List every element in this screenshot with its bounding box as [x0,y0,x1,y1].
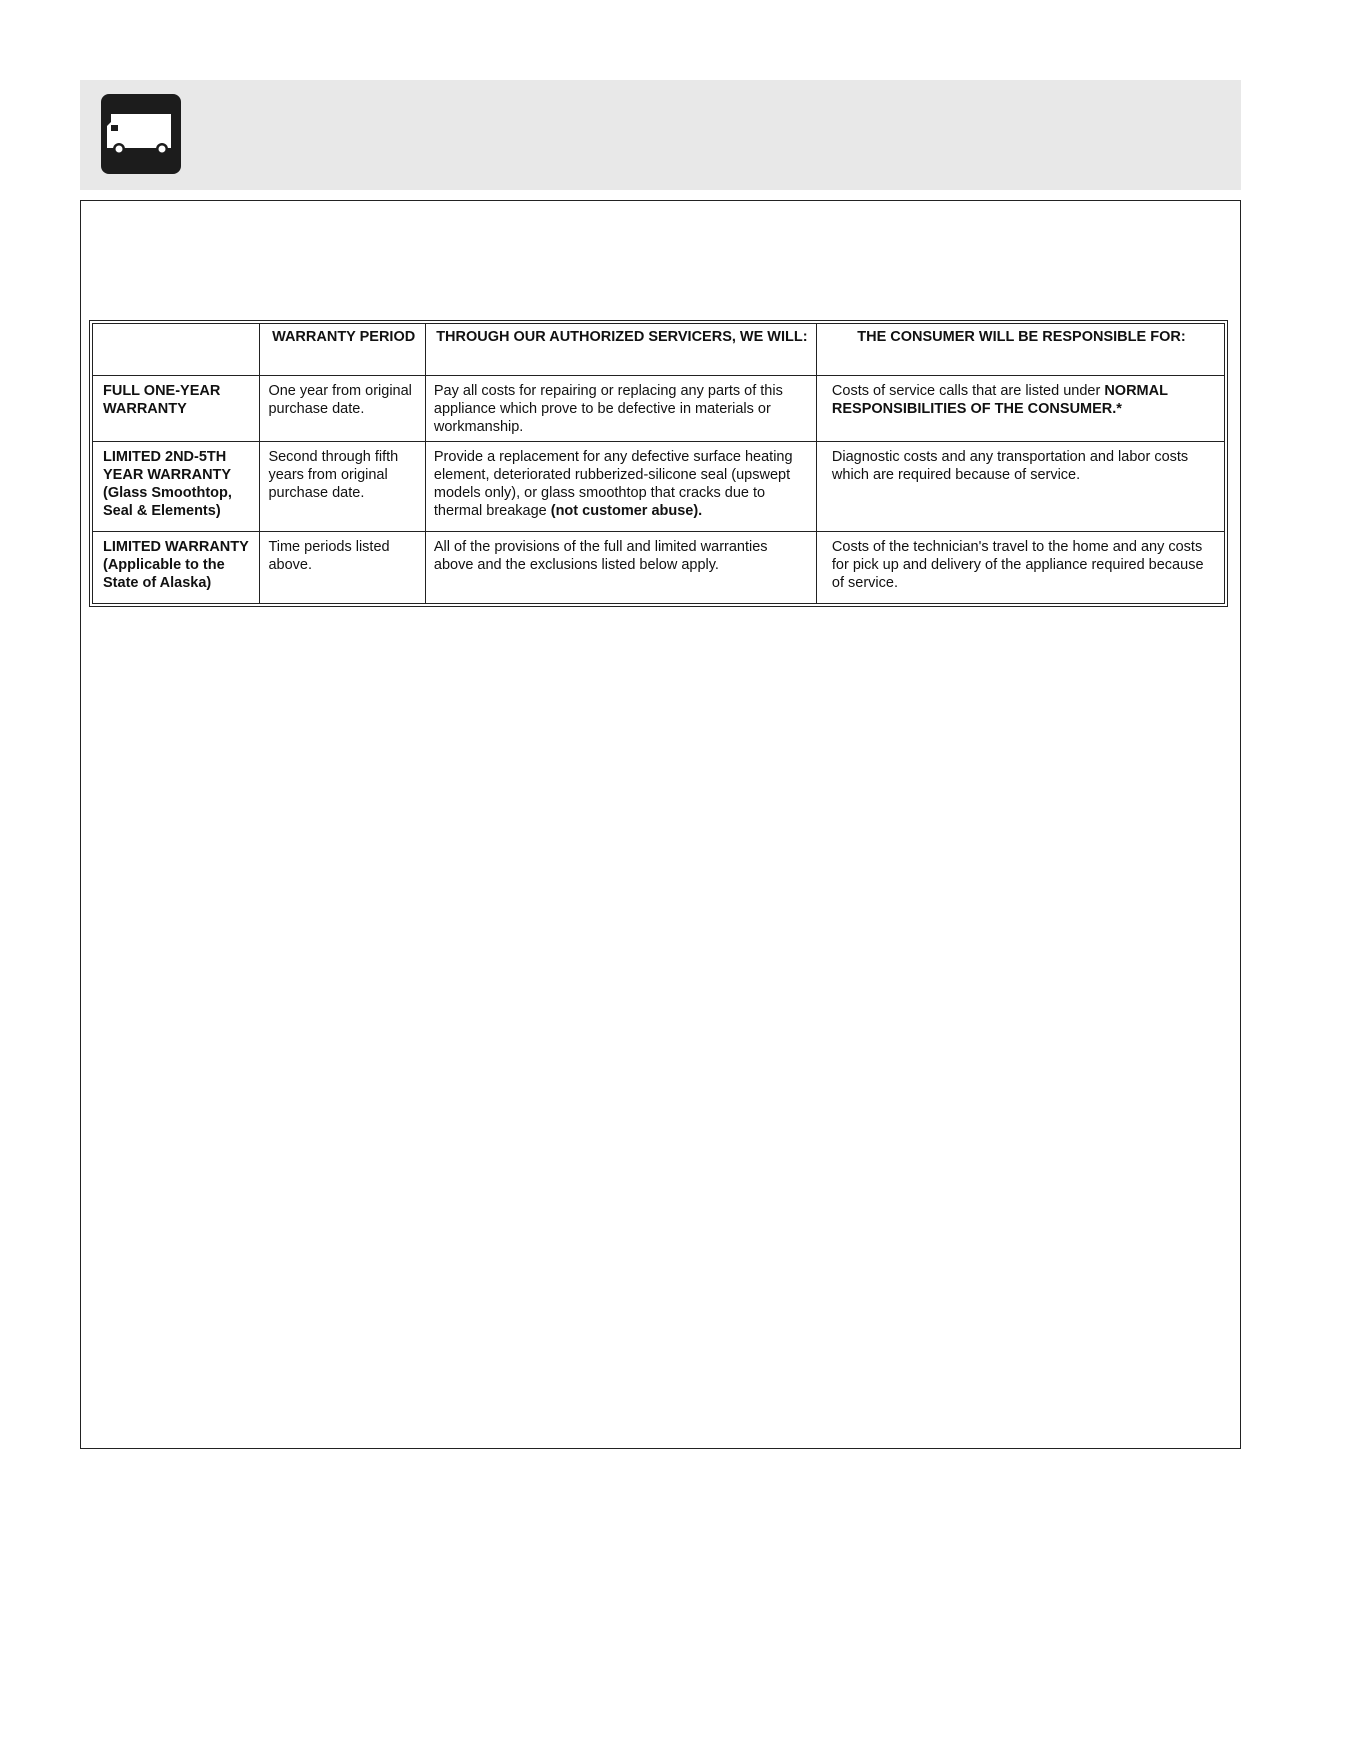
consumer-text: Costs of service calls that are listed under [831,383,1105,399]
truck-glyph [101,94,181,174]
coverage-cell: LIMITED 2ND-5TH YEAR WARRANTY (Glass Smoothtop, Seal & Elements) [93,442,260,532]
table-row [93,532,1225,604]
period-cell: One year from original purchase date. [260,376,425,442]
servicers-cell: Pay all costs for repairing or replacing any parts of this appliance which prove to be defective in materials or workmanship. [425,376,816,442]
period-cell: Time periods listed above. [260,532,425,604]
coverage-cell: FULL ONE-YEAR WARRANTY [93,376,260,442]
header-band [80,80,1241,190]
table-header-row [93,324,1225,376]
coverage-cell: LIMITED WARRANTY (Applicable to the State of Alaska) [93,532,260,604]
header-servicers: THROUGH OUR AUTHORIZED SERVICERS, WE WILL: [425,324,816,376]
servicers-text: Provide a replacement for any defective surface heating element, deteriorated rubberized-silicone seal (upswept models only), or glass smoothtop that cracks due to thermal breakage [433,449,793,519]
header-warranty-period: WARRANTY PERIOD [260,324,425,376]
consumer-text-bold: NORMAL RESPONSIBILITIES OF THE CONSUMER.* [831,383,1168,417]
servicers-cell [425,442,816,532]
consumer-cell: Costs of the technician's travel to the home and any costs for pick up and delivery of the appliance required because of service. [816,532,1224,604]
servicers-cell: All of the provisions of the full and limited warranties above and the exclusions listed below apply. [425,532,816,604]
warranty-content-frame [80,200,1241,1449]
servicers-text-bold: (not customer abuse). [550,503,703,519]
table-row [93,442,1225,532]
warranty-table-border [89,320,1228,607]
header-consumer: THE CONSUMER WILL BE RESPONSIBLE FOR: [816,324,1224,376]
consumer-cell: Diagnostic costs and any transportation and labor costs which are required because of service. [816,442,1224,532]
consumer-cell [816,376,1224,442]
table-row [93,376,1225,442]
warranty-table [92,323,1225,604]
header-coverage [93,324,260,376]
period-cell: Second through fifth years from original purchase date. [260,442,425,532]
service-truck-icon [101,94,181,174]
